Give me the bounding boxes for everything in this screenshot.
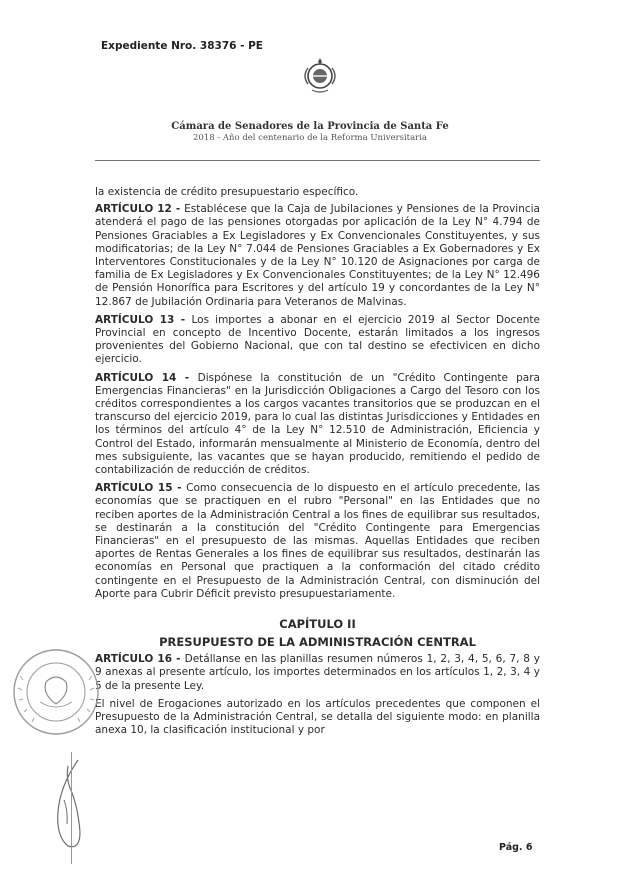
article-16 — [95, 653, 540, 693]
article-label: ARTÍCULO 15 - — [95, 482, 187, 495]
article-text: Detállanse en las planillas resumen números 1, 2, 3, 4, 5, 6, 7, 8 y 9 anexas al presente artículo, los importes determinados en los artículos 1, 2, 3, 4 y 5 de la presente Ley. — [95, 653, 540, 692]
chapter-label: CAPÍTULO II — [279, 617, 356, 632]
article-13 — [95, 314, 540, 367]
article-text: Como consecuencia de lo dispuesto en el artículo precedente, las economías que se practiquen en el rubro "Personal" en las Entidades que no reciben aportes de la Administración Central a los fines de equilibrar sus resultados, se destinarán a la constitución del "Crédito Contingente para Emergencias Financieras" en el presupuesto de las mismas. Aquellas Entidades que reciben aportes de Rentas Generales a los fines de equilibrar sus resultados, destinarán las economías en Personal que practiquen a la conformación del citado crédito contingente en el Presupuesto de la Administración Central, con disminución del Aporte para Cubrir Déficit previsto presupuestariamente. — [95, 482, 540, 600]
article-12 — [95, 203, 540, 309]
article-14 — [95, 372, 540, 478]
expediente-number: Expediente Nro. 38376 - PE — [101, 40, 263, 52]
chapter-title: PRESUPUESTO DE LA ADMINISTRACIÓN CENTRAL — [159, 635, 476, 650]
article-15 — [95, 482, 540, 601]
article-text: Establécese que la Caja de Jubilaciones y Pensiones de la Provincia atenderá el pago de las pensiones otorgadas por aplicación de la Ley N° 4.794 de Pensiones Graciables a Ex Legisladores y Ex Convencionales Constituyentes, y sus modificatorias; de la Ley N° 7.044 de Pensiones Graciables a Ex Gobernadores y Ex Interventores Constitucionales y de la Ley N° 10.120 de Asignaciones por carga de familia de Ex Legisladores y Ex Convencionales Constituyentes; de la Ley N° 12.496 de Pensión Honorífica para Escritores y del artículo 19 y concordantes de la Ley N° 12.867 de Jubilación Ordinaria para Veteranos de Malvinas. — [95, 203, 540, 308]
article-label: ARTÍCULO 16 - — [95, 653, 185, 666]
intro-paragraph: la existencia de crédito presupuestario específico. — [95, 186, 359, 198]
article-text: Los importes a abonar en el ejercicio 2019 al Sector Docente Provincial en concepto de Incentivo Docente, estarán limitados a los ingresos provenientes del Gobierno Nacional, que con tal destino se efectivicen en dicho ejercicio. — [95, 313, 540, 366]
article-label: ARTÍCULO 14 - — [95, 371, 198, 384]
year-motto: 2018 - Año del centenario de la Reforma Universitaria — [193, 133, 427, 143]
document-body — [95, 186, 540, 742]
final-paragraph: El nivel de Erogaciones autorizado en los artículos precedentes que componen el Presupuesto de la Administración Central, se detalla del siguiente modo: en planilla anexa 10, la clasificación institucional y por — [95, 697, 540, 737]
article-label: ARTÍCULO 13 - — [95, 313, 192, 326]
ministry-seal-stamp — [10, 642, 102, 742]
coat-of-arms-emblem — [298, 52, 342, 96]
chamber-title: Cámara de Senadores de la Provincia de Santa Fe — [171, 121, 449, 132]
handwritten-signature — [48, 756, 92, 852]
header-divider — [95, 160, 540, 161]
margin-line — [71, 752, 72, 864]
article-label: ARTÍCULO 12 - — [95, 203, 185, 216]
page-number: Pág. 6 — [499, 842, 533, 853]
article-text: Dispónese la constitución de un "Crédito Contingente para Emergencias Financieras" en la Jurisdicción Obligaciones a Cargo del Tesoro con los créditos correspondientes a los cargos vacantes transitorios que se produzcan en el transcurso del ejercicio 2019, para lo cual las distintas Jurisdicciones y Entidades en los términos del artículo 4° de la Ley N° 12.510 de Administración, Eficiencia y Control del Estado, informarán mensualmente al Ministerio de Economía, dentro del mes subsiguiente, las vacantes que se hayan producido, remitiendo el pedido de contabilización de reducción de créditos. — [95, 371, 540, 477]
